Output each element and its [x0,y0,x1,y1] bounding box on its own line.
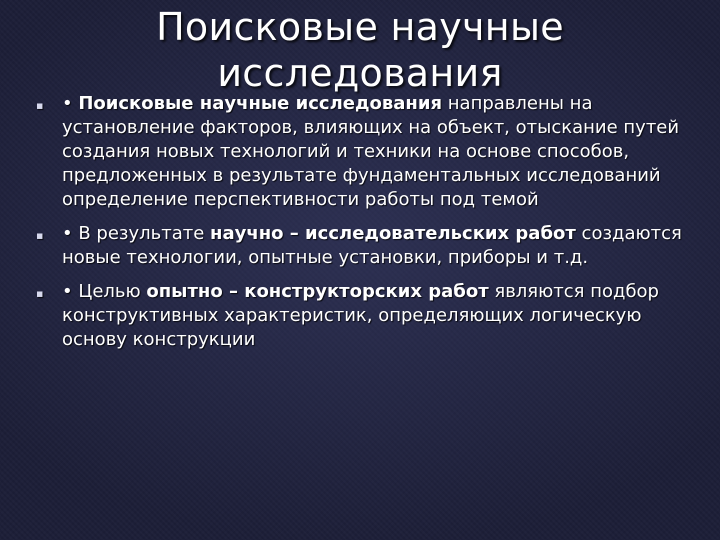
bullet-text: создаются новые технологии, опытные установки, приборы и т.д. [62,223,682,268]
bullet-prefix: • В результате [62,223,211,244]
bullet-prefix: • [62,93,79,114]
bullet-prefix: • Целью [62,281,147,302]
bullet-item-2 [34,222,684,270]
bullet-marker-icon: ▪ [36,287,44,300]
bullet-bold-term: Поисковые научные исследования [78,93,443,114]
bullet-marker-icon: ▪ [36,229,44,242]
title-line-1: Поисковые научные [156,5,564,49]
bullet-bold-term: научно – исследовательских работ [210,223,576,244]
bullet-marker-icon: ▪ [36,99,44,112]
bullet-bold-term: опытно – конструкторских работ [146,281,489,302]
bullet-text: направлены на установление факторов, влияющих на объект, отыскание путей создания новых технологий и техники на основе способов, предложенных в результате фундаментальных исследований определение перспективности работы под темой [62,93,680,210]
bullet-list [34,92,684,362]
title-line-2: исследования [217,51,503,95]
bullet-text: являются подбор конструктивных характеристик, определяющих логическую основу конструкции [62,281,659,350]
bullet-item-3 [34,280,684,352]
bullet-item-1 [34,92,684,212]
slide-title [60,4,660,96]
